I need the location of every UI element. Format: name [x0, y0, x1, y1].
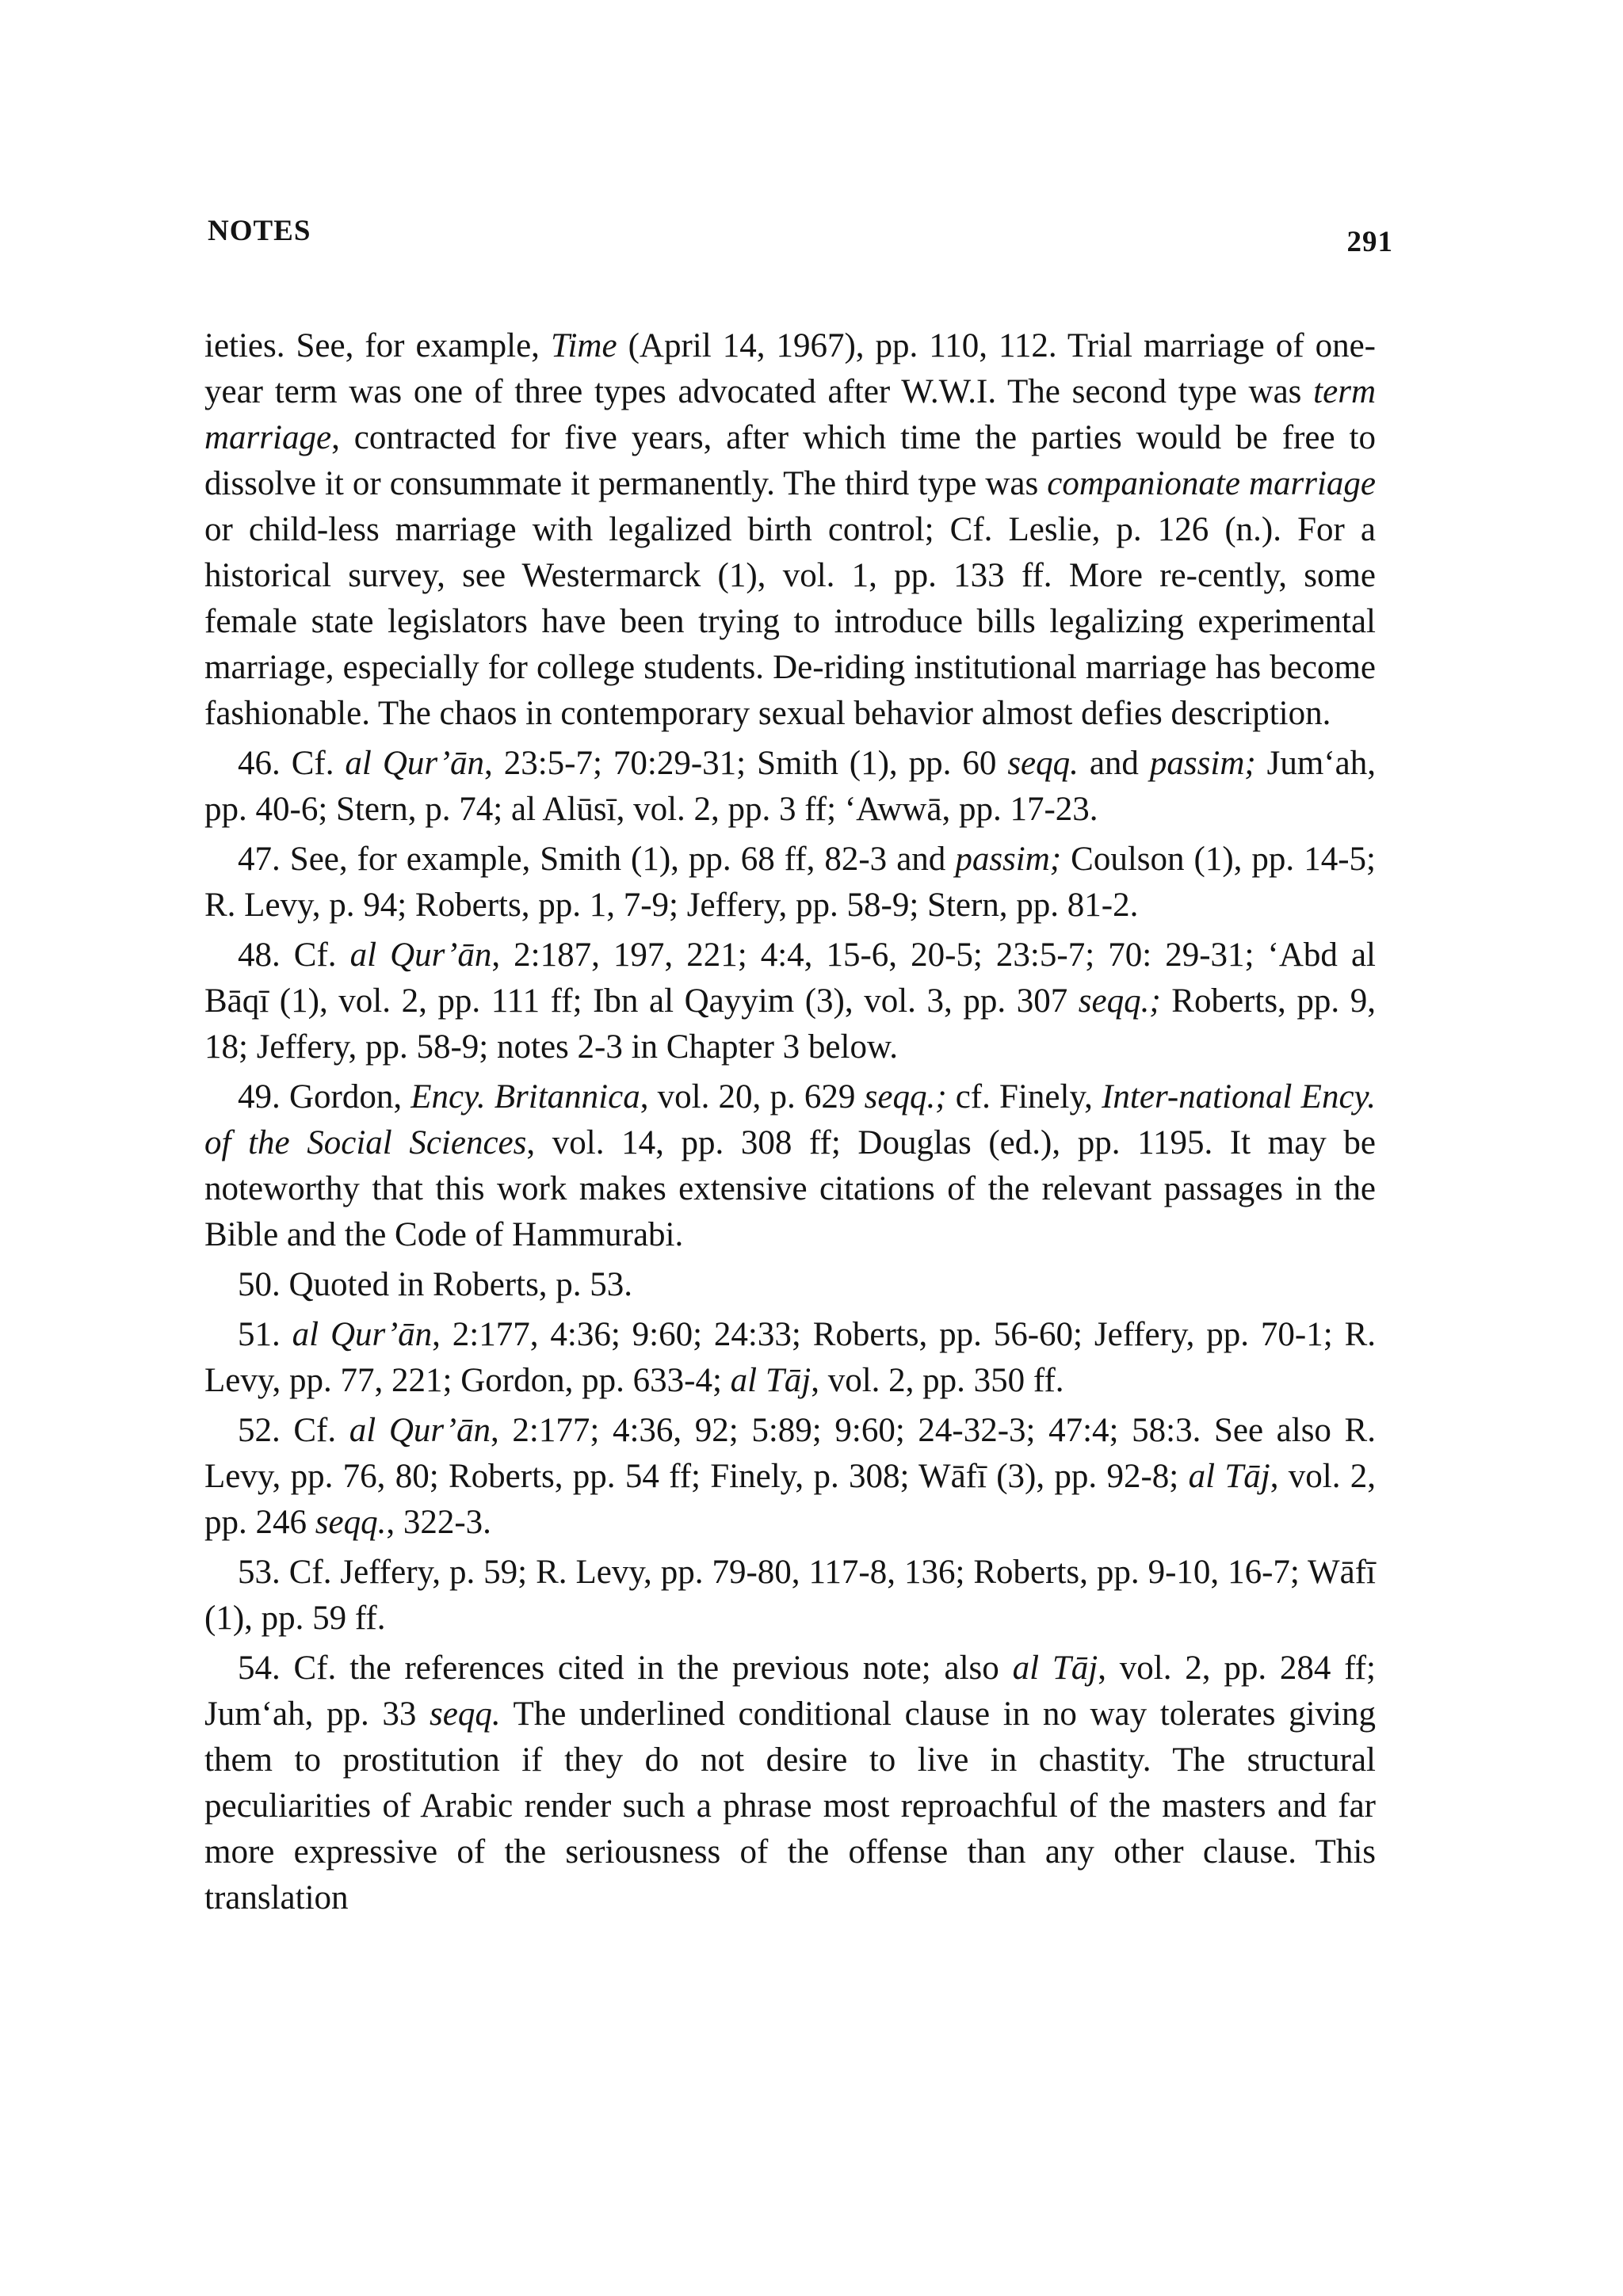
section-title: NOTES: [208, 215, 311, 247]
note-51: 51. al Qur’ān, 2:177, 4:36; 9:60; 24:33; Roberts, pp. 56-60; Jeffery, pp. 70-1; R. Levy, pp. 77, 221; Gordon, pp. 633-4; al Tāj, vol. 2, pp. 350 ff.: [204, 1316, 1376, 1399]
note-49: 49. Gordon, Ency. Britannica, vol. 20, p. 629 seqq.; cf. Finely, Inter-national Ency. of the Social Sciences, vol. 14, pp. 308 ff; Douglas (ed.), pp. 1195. It may be noteworthy that this work makes extensive citations of the relevant passages in the Bible and the Code of Hammurabi.: [204, 1078, 1377, 1253]
continued-note-text: ieties. See, for example, Time (April 14, 1967), pp. 110, 112. Trial marriage of one-year term was one of three types advocated after W.W.I. The second type was term marriage, contracted for five years, after which time the parties would be free to dissolve it or consummate it permanently. The third type was companionate marriage or child-less marriage with legalized birth control; Cf. Leslie, p. 126 (n.). For a historical survey, see Westermarck (1), vol. 1, pp. 133 ff. More re-cently, some female state legislators have been trying to introduce bills legalizing experimental marriage, especially for college students. De-riding institutional marriage has become fashionable. The chaos in contemporary sexual behavior almost defies description.: [204, 327, 1377, 732]
note-48: 48. Cf. al Qur’ān, 2:187, 197, 221; 4:4, 15-6, 20-5; 23:5-7; 70: 29-31; ‘Abd al Bāqī (1), vol. 2, pp. 111 ff; Ibn al Qayyim (3), vol. 3, pp. 307 seqq.; Roberts, pp. 9, 18; Jeffery, pp. 58-9; notes 2-3 in Chapter 3 below.: [204, 936, 1377, 1066]
note-46: 46. Cf. al Qur’ān, 23:5-7; 70:29-31; Smith (1), pp. 60 seqq. and passim; Jum‘ah, pp. 40-6; Stern, p. 74; al Alūsī, vol. 2, pp. 3 ff; ‘Awwā, pp. 17-23.: [204, 745, 1376, 828]
note-52: 52. Cf. al Qur’ān, 2:177; 4:36, 92; 5:89; 9:60; 24-32-3; 47:4; 58:3. See also R. Levy, pp. 76, 80; Roberts, pp. 54 ff; Finely, p. 308; Wāfī (3), pp. 92-8; al Tāj, vol. 2, pp. 246 seqq., 322-3.: [204, 1412, 1376, 1541]
note-54: 54. Cf. the references cited in the previous note; also al Tāj, vol. 2, pp. 284 ff; Jum‘ah, pp. 33 seqq. The underlined conditional clause in no way tolerates giving them to prostitution if they do not desire to live in chastity. The structural peculiarities of Arabic render such a phrase most reproachful of the masters and far more expressive of the seriousness of the offense than any other clause. This translation: [204, 1650, 1377, 1917]
note-50: 50. Quoted in Roberts, p. 53.: [238, 1266, 633, 1303]
note-53: 53. Cf. Jeffery, p. 59; R. Levy, pp. 79-80, 117-8, 136; Roberts, pp. 9-10, 16-7; Wāfī (1), pp. 59 ff.: [204, 1554, 1376, 1637]
page-number: 291: [1346, 226, 1393, 258]
notes-body: [204, 323, 1376, 1921]
running-header: [208, 214, 1393, 258]
note-47: 47. See, for example, Smith (1), pp. 68 ff, 82-3 and passim; Coulson (1), pp. 14-5; R. Levy, p. 94; Roberts, pp. 1, 7-9; Jeffery, pp. 58-9; Stern, pp. 81-2.: [204, 841, 1376, 924]
